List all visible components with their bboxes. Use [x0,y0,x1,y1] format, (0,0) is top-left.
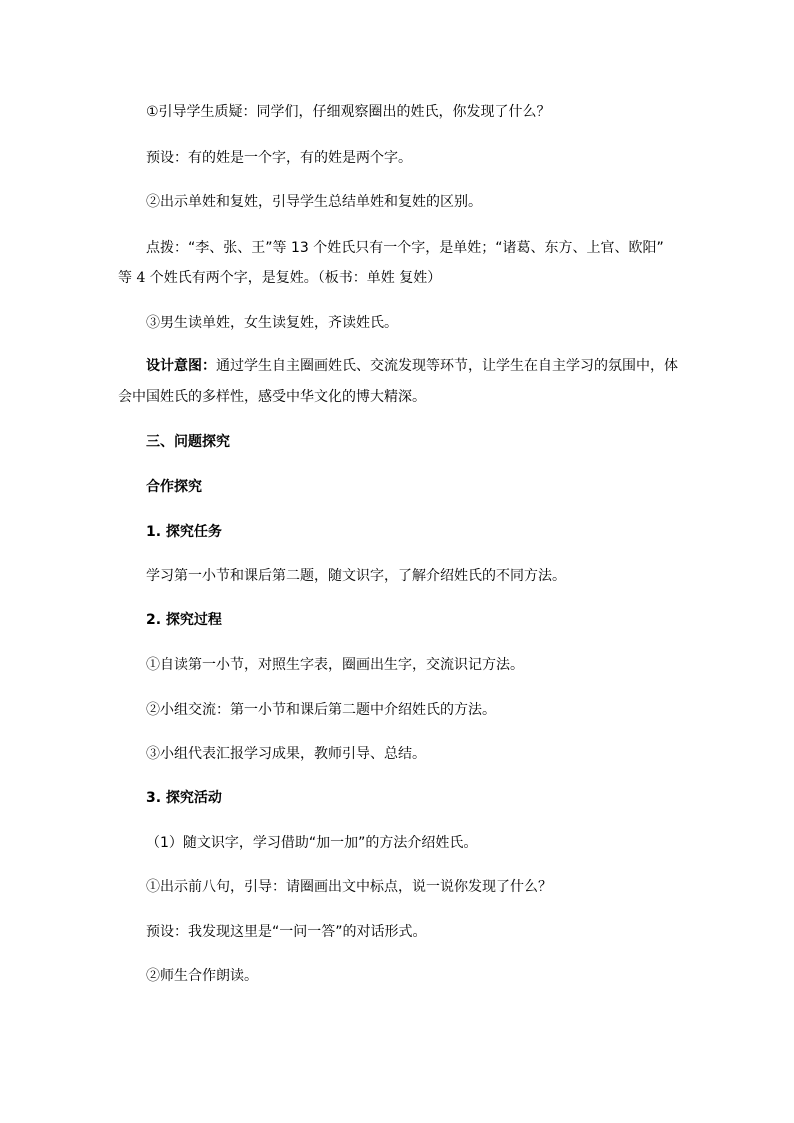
paragraph-guide-question: ①引导学生质疑：同学们，仔细观察圈出的姓氏，你发现了什么？ [146,104,551,120]
paragraph-activity-1c: ②师生合作朗读。 [146,968,258,984]
paragraph-activity-1b: 预设：我发现这里是“一问一答”的对话形式。 [146,924,427,940]
paragraph-activity-1a: ①出示前八句，引导：请圈画出文中标点，说一说你发现了什么？ [146,879,552,895]
section-heading-problem-inquiry: 三、问题探究 [146,434,230,450]
heading-inquiry-activity: 3. 探究活动 [146,790,222,806]
paragraph-hint-line-2: 等 4 个姓氏有两个字，是复姓。（板书：单姓 复姓） [118,270,442,286]
design-intent-line-1 [146,357,678,375]
list-item-process-2: ②小组交流：第一小节和课后第二题中介绍姓氏的方法。 [146,702,496,718]
paragraph-reading-activity: ③男生读单姓，女生读复姓，齐读姓氏。 [146,315,398,331]
list-item-process-1: ①自读第一小节，对照生字表，圈画出生字，交流识记方法。 [146,657,524,673]
design-intent-line-2: 会中国姓氏的多样性，感受中华文化的博大精深。 [118,389,426,405]
paragraph-activity-1: （1）随文识字，学习借助“加一加”的方法介绍姓氏。 [146,835,478,851]
heading-cooperative-inquiry: 合作探究 [146,479,202,495]
design-intent-text: 通过学生自主圈画姓氏、交流发现等环节，让学生在自主学习的氛围中，体 [216,358,678,374]
heading-inquiry-task: 1. 探究任务 [146,524,222,540]
list-item-process-3: ③小组代表汇报学习成果，教师引导、总结。 [146,746,426,762]
paragraph-inquiry-task: 学习第一小节和课后第二题，随文识字，了解介绍姓氏的不同方法。 [146,568,566,584]
heading-inquiry-process: 2. 探究过程 [146,612,222,628]
paragraph-hint-line-1: 点拨：“李、张、王”等 13 个姓氏只有一个字，是单姓；“诸葛、东方、上官、欧阳” [146,240,664,256]
paragraph-show-surnames: ②出示单姓和复姓，引导学生总结单姓和复姓的区别。 [146,194,482,210]
design-intent-label: 设计意图： [146,358,216,374]
paragraph-preset-answer: 预设：有的姓是一个字，有的姓是两个字。 [146,150,412,166]
